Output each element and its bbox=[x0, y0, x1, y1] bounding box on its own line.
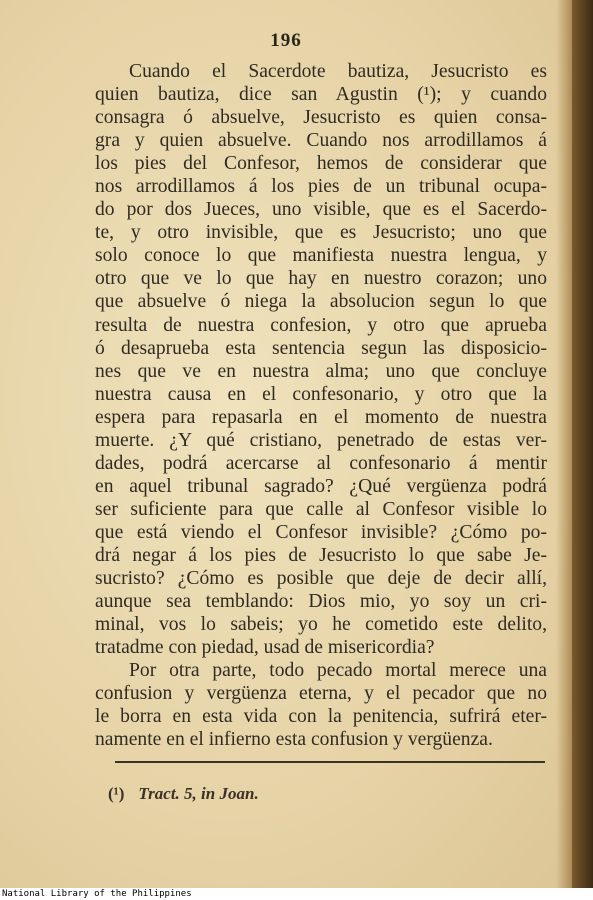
text-line: que está viendo el Confesor invisible? ¿Cómo po- bbox=[95, 521, 547, 543]
text-line: nos arrodillamos á los pies de un tribunal ocupa- bbox=[95, 176, 547, 198]
text-line: dades, podrá acercarse al confesonario á mentir bbox=[95, 452, 547, 474]
text-line: otro que ve lo que hay en nuestro corazon; uno bbox=[95, 268, 547, 290]
text-line: resulta de nuestra confesion, y otro que aprueba bbox=[95, 314, 547, 336]
text-line: gra y quien absuelve. Cuando nos arrodillamos á bbox=[95, 130, 547, 152]
text-line: le borra en esta vida con la penitencia, sufrirá eter- bbox=[95, 706, 547, 728]
text-line: muerte. ¿Y qué cristiano, penetrado de estas ver- bbox=[95, 429, 547, 451]
text-line: tratadme con piedad, usad de misericordia? bbox=[95, 637, 435, 659]
text-line: Cuando el Sacerdote bautiza, Jesucristo es bbox=[129, 61, 547, 82]
text-line: te, y otro invisible, que es Jesucristo; uno que bbox=[95, 222, 547, 244]
body-text bbox=[95, 60, 547, 751]
text-line: confusion y vergüenza eterna, y el pecador que no bbox=[95, 683, 547, 705]
page-number: 196 bbox=[270, 30, 302, 51]
text-line: quien bautiza, dice san Agustin (¹); y cuando bbox=[95, 84, 547, 106]
library-credit: National Library of the Philippines bbox=[2, 889, 192, 899]
footnote-rule bbox=[115, 761, 545, 763]
text-line: ser suficiente para que calle al Confesor visible lo bbox=[95, 498, 547, 520]
book-spine bbox=[572, 0, 593, 888]
page-edge-shadow bbox=[556, 0, 572, 888]
text-line: ó desaprueba esta sentencia segun las disposicio- bbox=[95, 337, 547, 359]
text-line: consagra ó absuelve, Jesucristo es quien consa- bbox=[95, 107, 547, 129]
text-line: aunque sea temblando: Dios mio, yo soy un cri- bbox=[95, 591, 547, 613]
text-line: nes que ve en nuestra alma; uno que concluye bbox=[95, 360, 547, 382]
text-line: espera para repasarla en el momento de nuestra bbox=[95, 406, 547, 428]
text-line: drá negar á los pies de Jesucristo lo que sabe Je- bbox=[95, 544, 547, 566]
text-line: que absuelve ó niega la absolucion segun lo que bbox=[95, 291, 547, 313]
footnote-text: Tract. 5, in Joan. bbox=[138, 784, 259, 803]
footnote bbox=[108, 784, 259, 804]
text-line: nuestra causa en el confesonario, y otro que la bbox=[95, 383, 547, 405]
text-line: minal, vos lo sabeis; yo he cometido este delito, bbox=[95, 614, 547, 636]
text-line: namente en el infierno esta confusion y vergüenza. bbox=[95, 729, 493, 751]
text-line: los pies del Confesor, hemos de considerar que bbox=[95, 153, 547, 175]
text-line: do por dos Jueces, uno visible, que es el Sacerdo- bbox=[95, 199, 547, 221]
text-line: solo conoce lo que manifiesta nuestra lengua, y bbox=[95, 245, 547, 267]
text-line: Por otra parte, todo pecado mortal merece una bbox=[129, 660, 547, 682]
footnote-mark: (¹) bbox=[108, 784, 125, 803]
text-line: en aquel tribunal sagrado? ¿Qué vergüenza podrá bbox=[95, 475, 547, 497]
text-line: sucristo? ¿Cómo es posible que deje de decir allí, bbox=[95, 568, 547, 590]
